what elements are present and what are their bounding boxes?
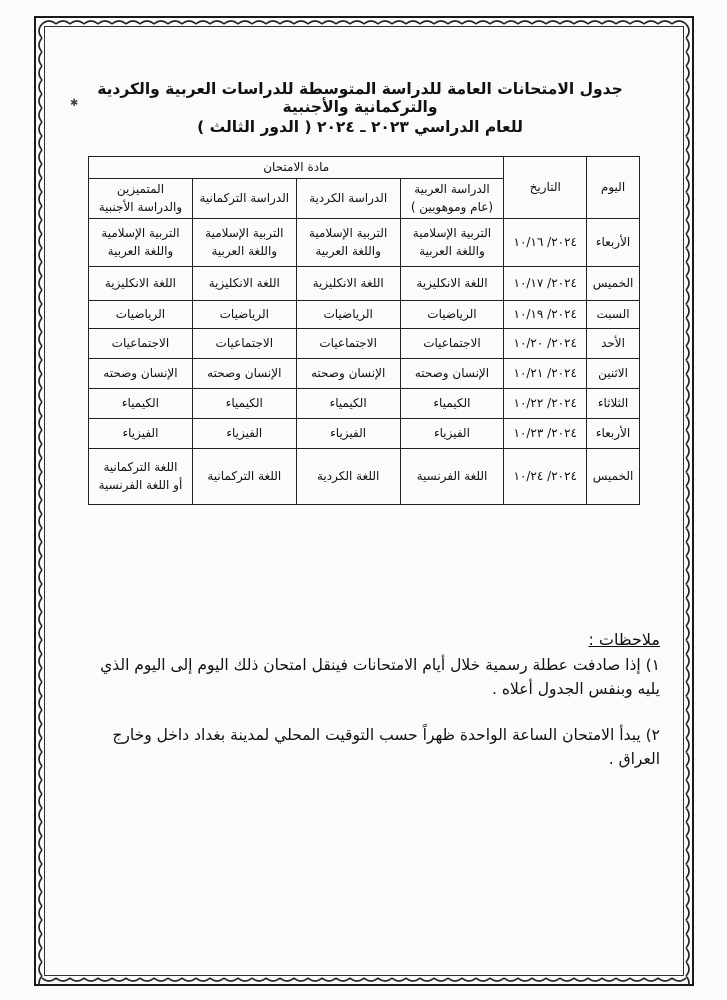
header-foreign-line2: والدراسة الأجنبية bbox=[98, 199, 183, 214]
exam-schedule-table bbox=[88, 156, 640, 505]
subject-line: الرياضيات bbox=[219, 306, 269, 321]
header-kurdish-study: الدراسة الكردية bbox=[296, 179, 400, 219]
subject-line: الكيمياء bbox=[329, 395, 367, 410]
subject-line: الفيزياء bbox=[330, 425, 367, 440]
subject-line: التربية الإسلامية bbox=[205, 226, 284, 241]
day-cell: الأربعاء bbox=[587, 219, 640, 267]
date-cell: ٢٠٢٤/ ١٠/٢٠ bbox=[504, 329, 587, 359]
arabic-subject-cell bbox=[400, 419, 504, 449]
subject-line: الإنسان وصحته bbox=[414, 365, 490, 380]
arabic-subject-cell bbox=[400, 389, 504, 419]
kurdish-subject-cell bbox=[296, 449, 400, 505]
subject-line: واللغة العربية bbox=[419, 243, 485, 258]
arabic-subject-cell bbox=[400, 329, 504, 359]
header-arabic-line2: (عام وموهوبين ) bbox=[410, 199, 494, 214]
subject-line: التربية الإسلامية bbox=[101, 226, 180, 241]
date-cell: ٢٠٢٤/ ١٠/١٦ bbox=[504, 219, 587, 267]
subject-line: الاجتماعيات bbox=[423, 335, 481, 350]
turkmen-subject-cell bbox=[192, 219, 296, 267]
foreign-subject-cell bbox=[89, 419, 193, 449]
subject-line: الاجتماعيات bbox=[111, 335, 170, 350]
turkmen-subject-cell bbox=[192, 449, 296, 505]
table-row bbox=[89, 219, 640, 267]
turkmen-subject-cell bbox=[192, 419, 296, 449]
subject-line: واللغة العربية bbox=[211, 243, 278, 258]
subject-line: أو اللغة الفرنسية bbox=[98, 477, 183, 492]
header-date: التاريخ bbox=[504, 157, 587, 219]
note-item-2: ٢) يبدأ الامتحان الساعة الواحدة ظهراً حسب التوقيت المحلي لمدينة بغداد داخل وخارج العراق . bbox=[112, 725, 660, 768]
subject-line: الإنسان وصحته bbox=[103, 365, 178, 380]
subject-line: اللغة الكردية bbox=[316, 468, 380, 483]
foreign-subject-cell bbox=[89, 449, 193, 505]
date-cell: ٢٠٢٤/ ١٠/١٧ bbox=[504, 267, 587, 301]
date-cell: ٢٠٢٤/ ١٠/٢٤ bbox=[504, 449, 587, 505]
kurdish-subject-cell bbox=[296, 219, 400, 267]
subject-line: اللغة الانكليزية bbox=[104, 275, 177, 290]
subject-line: الإنسان وصحته bbox=[310, 365, 386, 380]
header-foreign-study bbox=[89, 179, 193, 219]
subject-line: اللغة الفرنسية bbox=[416, 468, 488, 483]
foreign-subject-cell bbox=[89, 389, 193, 419]
day-cell: الأربعاء bbox=[587, 419, 640, 449]
subject-line: الفيزياء bbox=[122, 425, 159, 440]
arabic-subject-cell bbox=[400, 449, 504, 505]
foreign-subject-cell bbox=[89, 359, 193, 389]
kurdish-subject-cell bbox=[296, 359, 400, 389]
notes-section bbox=[100, 628, 660, 771]
table-row bbox=[89, 267, 640, 301]
notes-heading: ملاحظات : bbox=[588, 630, 660, 649]
turkmen-subject-cell bbox=[192, 267, 296, 301]
date-cell: ٢٠٢٤/ ١٠/٢٣ bbox=[504, 419, 587, 449]
subject-line: الرياضيات bbox=[115, 306, 166, 321]
arabic-subject-cell bbox=[400, 219, 504, 267]
table-row bbox=[89, 449, 640, 505]
subject-line: الفيزياء bbox=[433, 425, 470, 440]
header-arabic-line1: الدراسة العربية bbox=[414, 182, 490, 197]
date-cell: ٢٠٢٤/ ١٠/٢١ bbox=[504, 359, 587, 389]
turkmen-subject-cell bbox=[192, 359, 296, 389]
header-arabic-study bbox=[400, 179, 504, 219]
table-row bbox=[89, 359, 640, 389]
arabic-subject-cell bbox=[400, 359, 504, 389]
subject-line: التربية الإسلامية bbox=[412, 226, 492, 241]
subject-line: اللغة الانكليزية bbox=[416, 275, 488, 290]
subject-line: اللغة التركمانية bbox=[103, 460, 178, 475]
table-row bbox=[89, 329, 640, 359]
subject-line: واللغة العربية bbox=[107, 243, 174, 258]
table-row bbox=[89, 389, 640, 419]
foreign-subject-cell bbox=[89, 329, 193, 359]
note-item-1: ١) إذا صادفت عطلة رسمية خلال أيام الامتحانات فينقل امتحان ذلك اليوم إلى اليوم الذي يليه وبنفس الجدول أعلاه . bbox=[100, 655, 660, 698]
asterisk-mark: ✱ bbox=[70, 98, 79, 109]
date-cell: ٢٠٢٤/ ١٠/٢٢ bbox=[504, 389, 587, 419]
date-cell: ٢٠٢٤/ ١٠/١٩ bbox=[504, 301, 587, 329]
subject-line: الكيمياء bbox=[225, 395, 263, 410]
subject-line: التربية الإسلامية bbox=[308, 226, 388, 241]
subject-line: اللغة التركمانية bbox=[207, 468, 282, 483]
subject-line: الإنسان وصحته bbox=[207, 365, 282, 380]
table-row bbox=[89, 301, 640, 329]
turkmen-subject-cell bbox=[192, 389, 296, 419]
subject-line: الرياضيات bbox=[427, 306, 477, 321]
table-row bbox=[89, 419, 640, 449]
subject-line: اللغة الانكليزية bbox=[312, 275, 384, 290]
day-cell: السبت bbox=[587, 301, 640, 329]
document-subtitle: للعام الدراسي ٢٠٢٣ ـ ٢٠٢٤ ( الدور الثالث ) bbox=[197, 118, 523, 136]
arabic-subject-cell bbox=[400, 301, 504, 329]
subject-line: الكيمياء bbox=[121, 395, 159, 410]
subject-line: الاجتماعيات bbox=[215, 335, 274, 350]
header-foreign-line1: المتميزين bbox=[116, 182, 165, 197]
foreign-subject-cell bbox=[89, 301, 193, 329]
kurdish-subject-cell bbox=[296, 389, 400, 419]
subject-line: الكيمياء bbox=[433, 395, 471, 410]
subject-line: الفيزياء bbox=[226, 425, 263, 440]
day-cell: الاثنين bbox=[587, 359, 640, 389]
day-cell: الخميس bbox=[587, 267, 640, 301]
turkmen-subject-cell bbox=[192, 301, 296, 329]
subject-line: الرياضيات bbox=[323, 306, 373, 321]
kurdish-subject-cell bbox=[296, 329, 400, 359]
day-cell: الثلاثاء bbox=[587, 389, 640, 419]
header-exam-subject: مادة الامتحان bbox=[89, 157, 504, 179]
foreign-subject-cell bbox=[89, 267, 193, 301]
header-turkmen-study: الدراسة التركمانية bbox=[192, 179, 296, 219]
subject-line: واللغة العربية bbox=[315, 243, 381, 258]
document-title: جدول الامتحانات العامة للدراسة المتوسطة للدراسات العربية والكردية والتركمانية والأجنبية bbox=[97, 80, 623, 116]
subject-line: الاجتماعيات bbox=[319, 335, 377, 350]
turkmen-subject-cell bbox=[192, 329, 296, 359]
arabic-subject-cell bbox=[400, 267, 504, 301]
kurdish-subject-cell bbox=[296, 267, 400, 301]
day-cell: الأحد bbox=[587, 329, 640, 359]
table-header-row bbox=[89, 157, 640, 179]
subject-line: اللغة الانكليزية bbox=[208, 275, 280, 290]
kurdish-subject-cell bbox=[296, 419, 400, 449]
header-day: اليوم bbox=[587, 157, 640, 219]
foreign-subject-cell bbox=[89, 219, 193, 267]
day-cell: الخميس bbox=[587, 449, 640, 505]
kurdish-subject-cell bbox=[296, 301, 400, 329]
